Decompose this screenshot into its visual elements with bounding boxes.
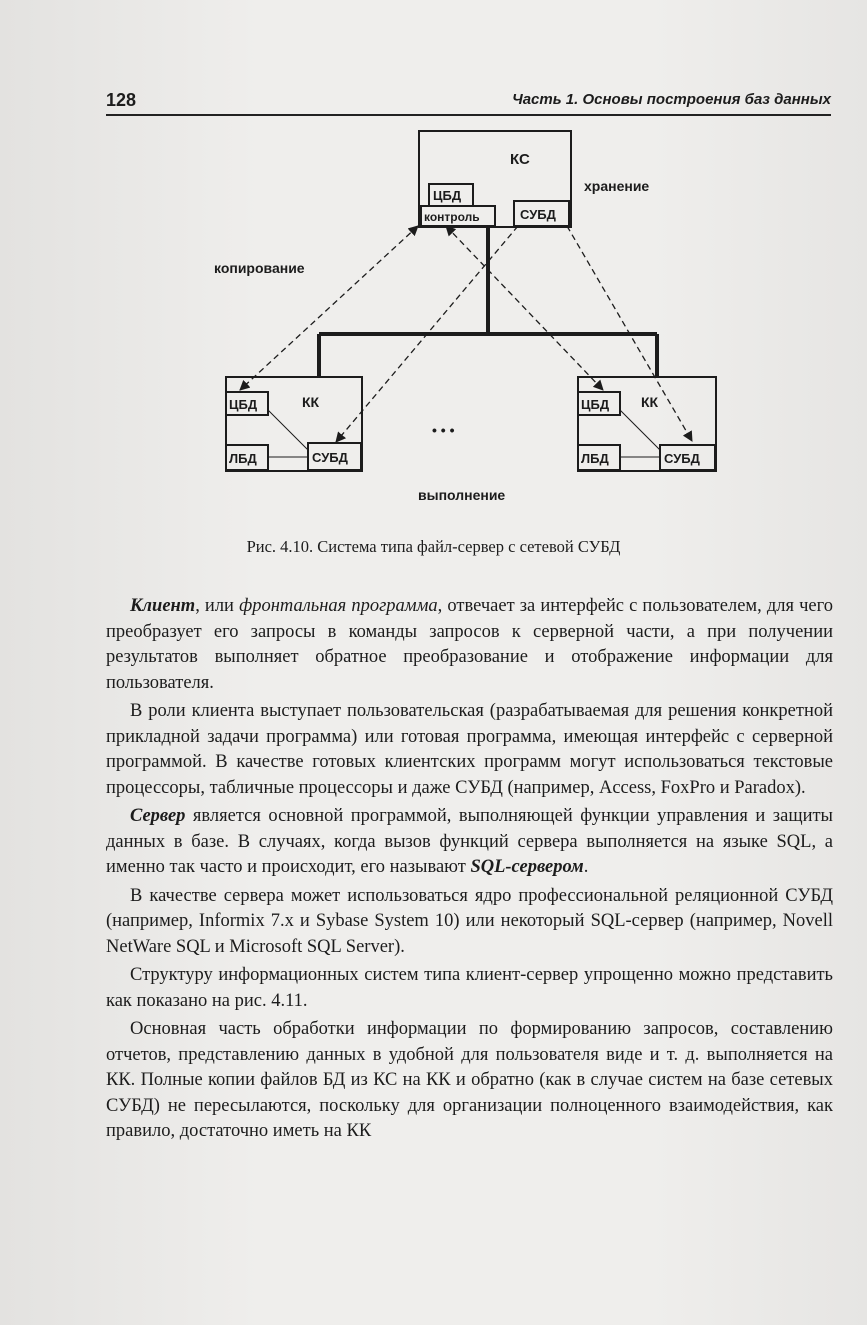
client-right-ldb-label: ЛБД (581, 451, 609, 466)
server-cdb-label: ЦБД (433, 188, 462, 203)
paragraph-2: В роли клиента выступает пользовательская (разрабатываемая для решения конкретной прикладной задачи программа) или готовая программа, имеющая интерфейс с серверной программой. В качестве готовых клиентских программ могут использоваться текстовые процессоры, табличные процессоры и даже СУБД (например, Access, FoxPro и Paradox). (106, 701, 833, 798)
client-right-dbms-label: СУБД (664, 451, 700, 466)
paragraph-5: Структуру информационных систем типа клиент-сервер упрощенно можно представить как показано на рис. 4.11. (106, 965, 833, 1011)
body-text (106, 594, 833, 1148)
term-client: Клиент (130, 596, 196, 616)
arrow-copy-right (446, 226, 603, 390)
p3-end: . (583, 857, 589, 877)
label-storage: хранение (584, 178, 650, 194)
arrow-copy-left (240, 226, 418, 390)
client-left-dbms-label: СУБД (312, 450, 348, 465)
label-execution: выполнение (418, 487, 506, 503)
paragraph-6: Основная часть обработки информации по формированию запросов, составлению отчетов, представлению данных в удобной для пользователя виде и т. д. выполняется на КК. Полные копии файлов БД из КС на КК и обратно (как в случае систем на базе сетевых СУБД) не пересылаются, поскольку для организации полноценного взаимодействия, как правило, достаточно иметь на КК (106, 1019, 833, 1141)
p1-text: , отвечает за интерфейс с пользователем, для чего преобразует его запросы в команды запросов к серверной части, а при получении результатов выполняет обратное преобразование и отображение информации для пользователя. (106, 596, 833, 693)
figure-caption: Рис. 4.10. Система типа файл-сервер с сетевой СУБД (246, 537, 621, 556)
client-left-links (268, 410, 308, 457)
term-frontend: фронтальная программа (239, 596, 438, 616)
running-title: Часть 1. Основы построения баз данных (512, 91, 831, 108)
client-left-label: КК (302, 394, 320, 410)
p1-separator: , или (195, 596, 240, 616)
server-label: КС (510, 151, 530, 168)
client-left-ldb-label: ЛБД (229, 451, 257, 466)
page-number: 128 (106, 90, 137, 110)
term-server: Сервер (130, 806, 186, 826)
server-control-label: контроль (424, 210, 480, 224)
client-right-links (620, 410, 660, 457)
ellipsis: • • • (432, 422, 455, 438)
paragraph-3 (106, 804, 833, 881)
paragraph-4: В качестве сервера может использоваться ядро профессиональной реляционной СУБД (например, Informix 7.x и Sybase System 10) или некоторый SQL-сервер (например, Novell NetWare SQL и Microsoft SQL Server). (106, 885, 833, 957)
server-dbms-label: СУБД (520, 207, 556, 222)
client-right-cdb-label: ЦБД (581, 397, 610, 412)
client-left-cdb-label: ЦБД (229, 397, 258, 412)
label-copy: копирование (214, 260, 305, 276)
paragraph-1 (106, 594, 833, 696)
term-sql-server: SQL-сервером (470, 857, 584, 877)
client-right-label: КК (641, 394, 659, 410)
p3-text: является основной программой, выполняющей функции управления и защиты данных в базе. В случаях, когда вызов функций сервера выполняется на языке SQL, а именно так часто и происходит, его называют (106, 806, 833, 877)
network-bus (319, 227, 657, 377)
file-server-diagram (0, 0, 867, 540)
